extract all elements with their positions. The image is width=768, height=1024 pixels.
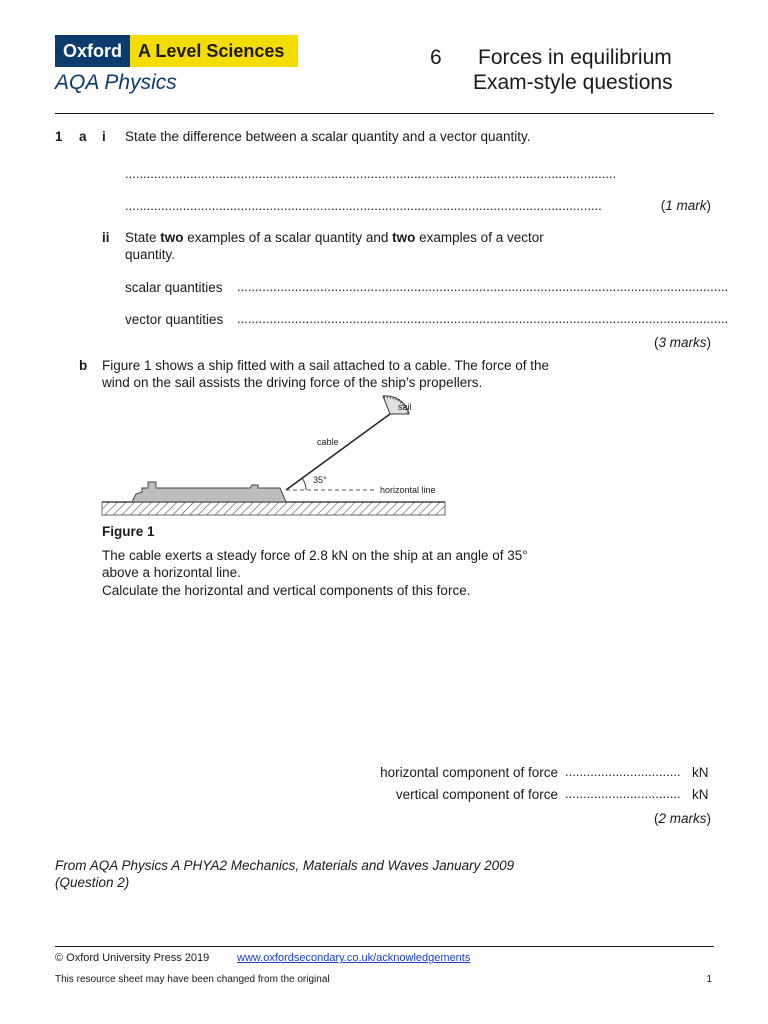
chapter-number: 6	[430, 46, 442, 69]
sail-label: sail	[398, 402, 412, 412]
question-b-force-text: The cable exerts a steady force of 2.8 kN on the ship at an angle of 35° above a horizontal line.	[102, 548, 528, 580]
chapter-subtitle: Exam-style questions	[473, 71, 673, 94]
part-a-label: a	[79, 129, 87, 144]
subject-title: AQA Physics	[55, 71, 177, 94]
horizontal-component-unit: kN	[692, 765, 709, 780]
vertical-component-answer[interactable]: ................................	[565, 786, 681, 801]
ship-hull	[132, 482, 286, 502]
logo-sciences-text: A Level Sciences	[130, 35, 298, 67]
figure-1-diagram	[100, 392, 450, 517]
copyright: © Oxford University Press 2019	[55, 952, 210, 964]
page-number: 1	[706, 974, 712, 985]
oxford-logo	[55, 35, 298, 67]
horizontal-component-label: horizontal component of force	[380, 765, 558, 780]
question-number: 1	[55, 129, 63, 144]
cable-label: cable	[317, 437, 339, 447]
footer-note: This resource sheet may have been changed from the original	[55, 974, 330, 985]
angle-arc	[302, 478, 306, 490]
answer-line-i-2[interactable]: ....................................................................................................................................	[125, 198, 602, 213]
sub-ii-label: ii	[102, 230, 110, 245]
scalar-answer-line[interactable]: ........................................................................................................................................	[237, 279, 729, 294]
question-b-text: Figure 1 shows a ship fitted with a sail attached to a cable. The force of the wind on the sail assists the driving force of the ship’s propellers.	[102, 358, 550, 390]
marks-i: (1 mark)	[660, 198, 711, 213]
horizontal-line-label: horizontal line	[380, 485, 436, 495]
sub-i-label: i	[102, 129, 106, 144]
horizontal-component-answer[interactable]: ................................	[565, 764, 681, 779]
scalar-label: scalar quantities	[125, 280, 223, 295]
logo-oxford-text: Oxford	[55, 35, 130, 67]
vertical-component-unit: kN	[692, 787, 709, 802]
part-b-label: b	[79, 358, 88, 373]
answer-line-i-1[interactable]: ........................................................................................................................................	[125, 166, 617, 181]
marks-b: (2 marks)	[653, 811, 711, 826]
chapter-title: Forces in equilibrium	[478, 46, 672, 69]
vertical-component-label: vertical component of force	[395, 787, 558, 802]
angle-label: 35°	[313, 475, 327, 485]
footer-divider	[55, 946, 714, 947]
sea-surface	[102, 502, 445, 515]
cable-line	[286, 414, 390, 490]
acknowledgements-link[interactable]: www.oxfordsecondary.co.uk/acknowledgements	[237, 952, 471, 964]
vector-answer-line[interactable]: ........................................................................................................................................	[237, 311, 729, 326]
header-divider	[55, 113, 714, 114]
figure-caption: Figure 1	[102, 524, 155, 539]
vector-label: vector quantities	[125, 312, 224, 327]
source-citation: From AQA Physics A PHYA2 Mechanics, Materials and Waves January 2009 (Question 2)	[55, 858, 515, 890]
marks-ii: (3 marks)	[653, 335, 711, 350]
question-ii-text: State two examples of a scalar quantity and two examples of a vector quantity.	[125, 230, 544, 262]
question-b-calculate-text: Calculate the horizontal and vertical components of this force.	[102, 583, 471, 598]
question-i-text: State the difference between a scalar quantity and a vector quantity.	[125, 129, 531, 144]
